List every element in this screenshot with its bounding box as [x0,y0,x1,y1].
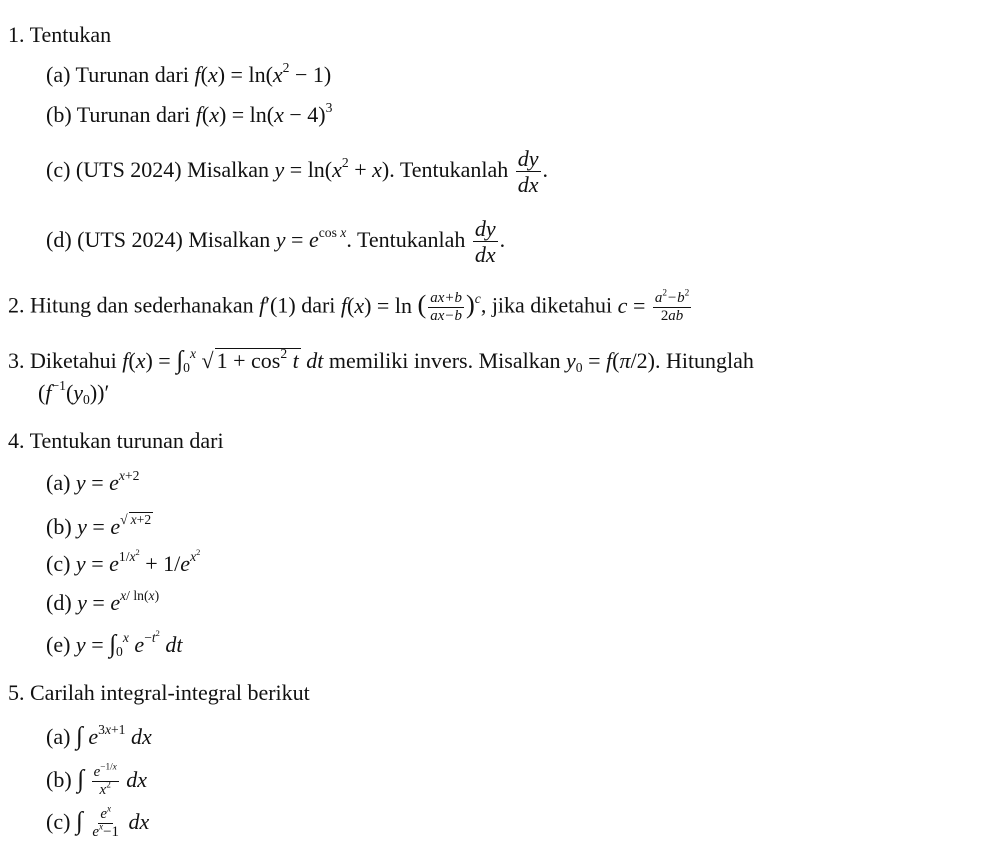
problem-1-heading [8,24,111,46]
item-label: (e) [46,632,71,657]
problem-text-mid: memiliki invers. Misalkan [328,348,561,373]
item-label: (d) [46,590,72,615]
problem-1a [46,60,332,87]
math-expression: ∫ $\frac{e^{-1/x}}{x^2}$ dx [77,762,148,799]
problem-4b [46,512,153,538]
problem-4c [46,547,201,576]
item-label: (c) [46,550,71,576]
problem-text: Hitung dan sederhanakan [30,292,254,318]
math-expression: ∫ $e^{3x+1}$ dx [75,722,152,750]
problem-3-continued [38,378,110,407]
math-y0: $y_0 = f(\pi/2)$ [566,348,655,375]
math-derivative: f′(1) [259,292,296,318]
item-label: (a) [46,62,71,87]
math-expression: $y = e^{x+2}$ [75,468,140,495]
problem-number: 1. [8,22,25,47]
math-expression: ∫ $\frac{e^x}{e^x-1}$ dx [75,804,150,841]
problem-1c: (c) (UTS 2024) Misalkan $y = \ln(x^2 + x)$. Tentukanlah $\frac{dy}{dx}$ . [46,146,549,198]
math-expression: $y = \int_0^x$ $e^{-t^2}$ dt [75,628,183,659]
problem-text: Diketahui [30,348,117,373]
item-label: (b) [46,766,72,792]
math-function: f(x) = ln ( $\frac{ax+b}{ax-b}$ )$^c$ [340,288,481,325]
problem-text-post: . Hitunglah [654,348,754,373]
math-integral-function: $f(x) = \int_0^x$ √ $1 + \cos^2 t$ dt [122,346,324,375]
problem-5a [46,724,152,749]
problem-2 [8,290,693,325]
problem-number: 2. [8,292,25,318]
problem-5-heading [8,682,310,704]
math-expression: $f(x) = \ln(x^2 - 1)$ [194,60,332,87]
math-constant: c = $\frac{a^2-b^2}{2ab}$ [617,288,690,325]
math-expression: $y = e^{√ x+2}$ [77,512,152,539]
math-expression: $y = e^{1/x^2} + 1/e^{x^2}$ [75,547,201,576]
problem-3 [8,348,754,373]
item-text-post: . Tentukanlah [389,156,509,182]
fraction-dy-dx: $\frac{dy}{dx}$ [517,146,539,198]
math-expression: $y = e^{x/ ln(x)}$ [77,588,160,615]
math-expression: $y = e^{cos x}$ [275,225,347,252]
item-text: Turunan dari [76,102,191,127]
problem-4a [46,468,140,495]
problem-1d: (d) (UTS 2024) Misalkan $y = e^{cos x}$. Tentukanlah $\frac{dy}{dx}$ . [46,216,506,268]
item-text: (UTS 2024) Misalkan [75,156,270,182]
problem-4-heading [8,430,224,452]
problem-title: Carilah integral-integral berikut [30,680,310,705]
math-expression: $y = \ln(x^2 + x)$ [274,155,390,182]
math-inverse-derivative: $(f^{-1}(y_0))'$ [38,378,110,407]
fraction-dy-dx: $\frac{dy}{dx}$ [474,216,496,268]
problem-number: 4. [8,428,25,453]
item-label: (b) [46,102,72,127]
problem-title: Tentukan [29,22,112,47]
item-label: (c) [46,808,71,834]
item-label: (a) [46,724,71,749]
item-label: (d) [46,226,72,252]
math-expression: $f(x) = \ln(x - 4)^3$ [195,100,333,127]
item-label: (a) [46,470,71,495]
problem-text-post: , jika diketahui [480,292,613,318]
item-text: Turunan dari [75,62,189,87]
item-label: (b) [46,513,72,539]
problem-number: 3. [8,348,25,373]
problem-4e [46,628,183,659]
problem-text-mid: dari [301,292,336,318]
item-label: (c) [46,156,71,182]
problem-5c [46,806,149,841]
problem-4d [46,588,160,615]
problem-5b [46,764,147,799]
problem-number: 5. [8,680,25,705]
item-text-post: . Tentukanlah [346,226,466,252]
problem-1b [46,100,333,127]
item-text: (UTS 2024) Misalkan [77,226,271,252]
problem-title: Tentukan turunan dari [29,428,224,453]
